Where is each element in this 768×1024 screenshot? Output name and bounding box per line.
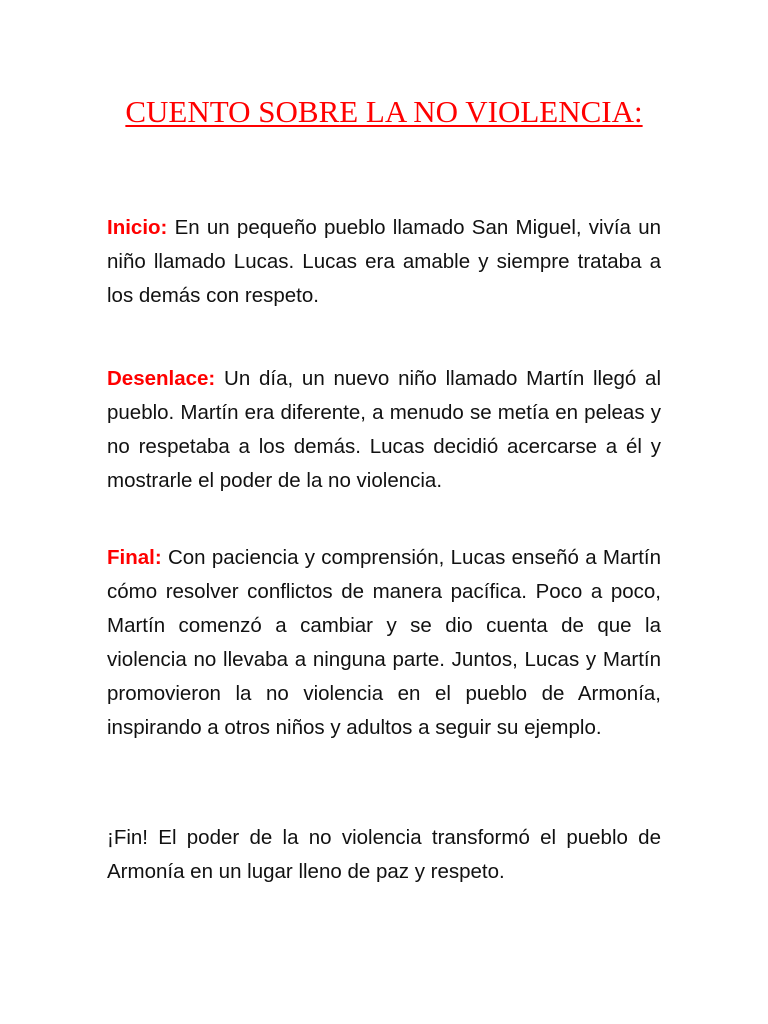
paragraph-ending: ¡Fin! El poder de la no violencia transformó el pueblo de Armonía en un lugar lleno de paz y respeto. (107, 826, 661, 883)
paragraph-desenlace (107, 362, 661, 498)
section-text-final: Con paciencia y comprensión, Lucas enseñó a Martín cómo resolver conflictos de manera pacífica. Poco a poco, Martín comenzó a cambiar y se dio cuenta de que la violencia no llevaba a ninguna parte. Juntos, Lucas y Martín promovieron la no violencia en el pueblo de Armonía, inspirando a otros niños y adultos a seguir su ejemplo. (107, 546, 661, 739)
paragraph-inicio (107, 211, 661, 313)
section-text-inicio: En un pequeño pueblo llamado San Miguel, vivía un niño llamado Lucas. Lucas era amable y siempre trataba a los demás con respeto. (107, 216, 661, 307)
paragraph-final (107, 541, 661, 745)
section-label-final: Final: (107, 546, 162, 569)
section-text-desenlace: Un día, un nuevo niño llamado Martín llegó al pueblo. Martín era diferente, a menudo se metía en peleas y no respetaba a los demás. Lucas decidió acercarse a él y mostrarle el poder de la no violencia. (107, 367, 661, 492)
section-label-desenlace: Desenlace: (107, 367, 216, 390)
document-title: CUENTO SOBRE LA NO VIOLENCIA: (125, 94, 643, 129)
section-label-inicio: Inicio: (107, 216, 168, 239)
